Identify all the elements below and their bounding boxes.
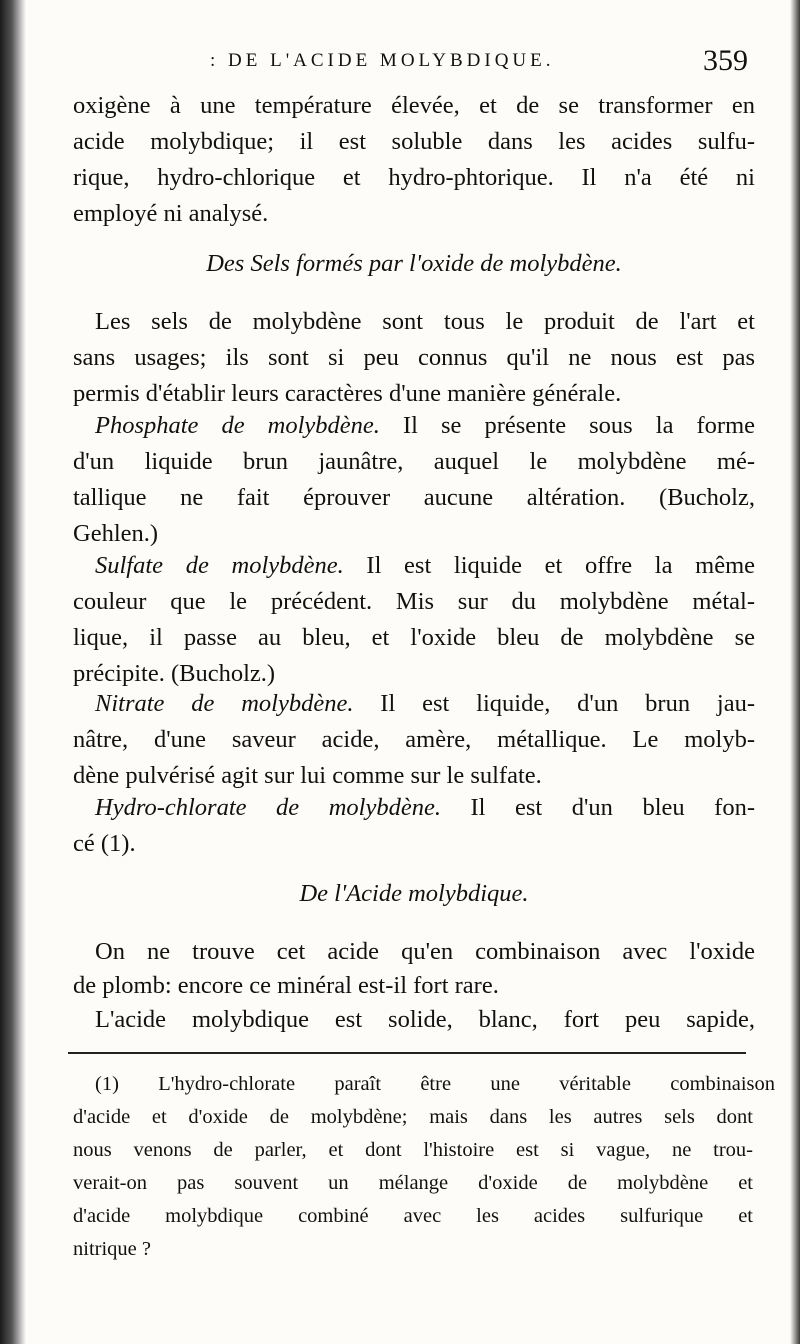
page-header xyxy=(70,42,760,78)
text-line: Les sels de molybdène sont tous le produit de l'art et xyxy=(95,308,755,335)
entry-name: Hydro-chlorate de molybdène. xyxy=(95,794,441,821)
entry-line xyxy=(73,686,755,722)
text-line: rique, hydro-chlorique et hydro-phtorique. Il n'a été ni xyxy=(73,164,755,191)
text-line: acide molybdique; il est soluble dans les acides sulfu- xyxy=(73,128,755,155)
text-line: On ne trouve cet acide qu'en combinaison avec l'oxide xyxy=(95,938,755,965)
text-line: d'un liquide brun jaunâtre, auquel le molybdène mé- xyxy=(73,448,755,475)
section-heading: De l'Acide molybdique. xyxy=(299,880,529,907)
footnote-line: d'acide et d'oxide de molybdène; mais dans les autres sels dont xyxy=(73,1106,753,1128)
page-edge-shadow xyxy=(790,0,800,1344)
entry-line xyxy=(73,408,755,444)
text-line: de plomb: encore ce minéral est-il fort rare. xyxy=(73,972,499,999)
text-line: tallique ne fait éprouver aucune altération. (Bucholz, xyxy=(73,484,755,511)
entry-line xyxy=(73,790,755,826)
footnote-line: d'acide molybdique combiné avec les acides sulfurique et xyxy=(73,1205,753,1227)
entry-text: Il est liquide, d'un brun jau- xyxy=(353,690,755,717)
text-line: dène pulvérisé agit sur lui comme sur le sulfate. xyxy=(73,762,542,789)
page-number: 359 xyxy=(703,44,748,77)
text-line: cé (1). xyxy=(73,830,136,857)
text-line: couleur que le précédent. Mis sur du molybdène métal- xyxy=(73,588,755,615)
binding-shadow xyxy=(0,0,26,1344)
entry-text: Il est liquide et offre la même xyxy=(343,552,756,579)
footnote-rule xyxy=(68,1052,746,1054)
entry-name: Nitrate de molybdène. xyxy=(95,690,354,717)
entry-line xyxy=(73,548,755,584)
text-line: sans usages; ils sont si peu connus qu'il ne nous est pas xyxy=(73,344,755,371)
text-line: L'acide molybdique est solide, blanc, fort peu sapide, xyxy=(95,1006,755,1033)
running-head: : DE L'ACIDE MOLYBDIQUE. xyxy=(210,50,555,71)
entry-name: Phosphate de molybdène. xyxy=(95,412,380,439)
entry-text: Il se présente sous la forme xyxy=(379,412,755,439)
footnote-line: nitrique ? xyxy=(73,1238,151,1260)
entry-name: Sulfate de molybdène. xyxy=(95,552,344,579)
text-line: oxigène à une température élevée, et de se transformer en xyxy=(73,92,755,119)
text-line: permis d'établir leurs caractères d'une manière générale. xyxy=(73,380,622,407)
section-heading: Des Sels formés par l'oxide de molybdène. xyxy=(206,250,622,277)
text-line: employé ni analysé. xyxy=(73,200,269,227)
footnote-line: (1) L'hydro-chlorate paraît être une véritable combinaison xyxy=(95,1073,775,1095)
footnote-line: verait-on pas souvent un mélange d'oxide de molybdène et xyxy=(73,1172,753,1194)
text-line: lique, il passe au bleu, et l'oxide bleu de molybdène se xyxy=(73,624,755,651)
footnote-line: nous venons de parler, et dont l'histoire est si vague, ne trou- xyxy=(73,1139,753,1161)
text-line: précipite. (Bucholz.) xyxy=(73,660,276,687)
text-line: nâtre, d'une saveur acide, amère, métallique. Le molyb- xyxy=(73,726,755,753)
text-line: Gehlen.) xyxy=(73,520,159,547)
entry-text: Il est d'un bleu fon- xyxy=(440,794,755,821)
